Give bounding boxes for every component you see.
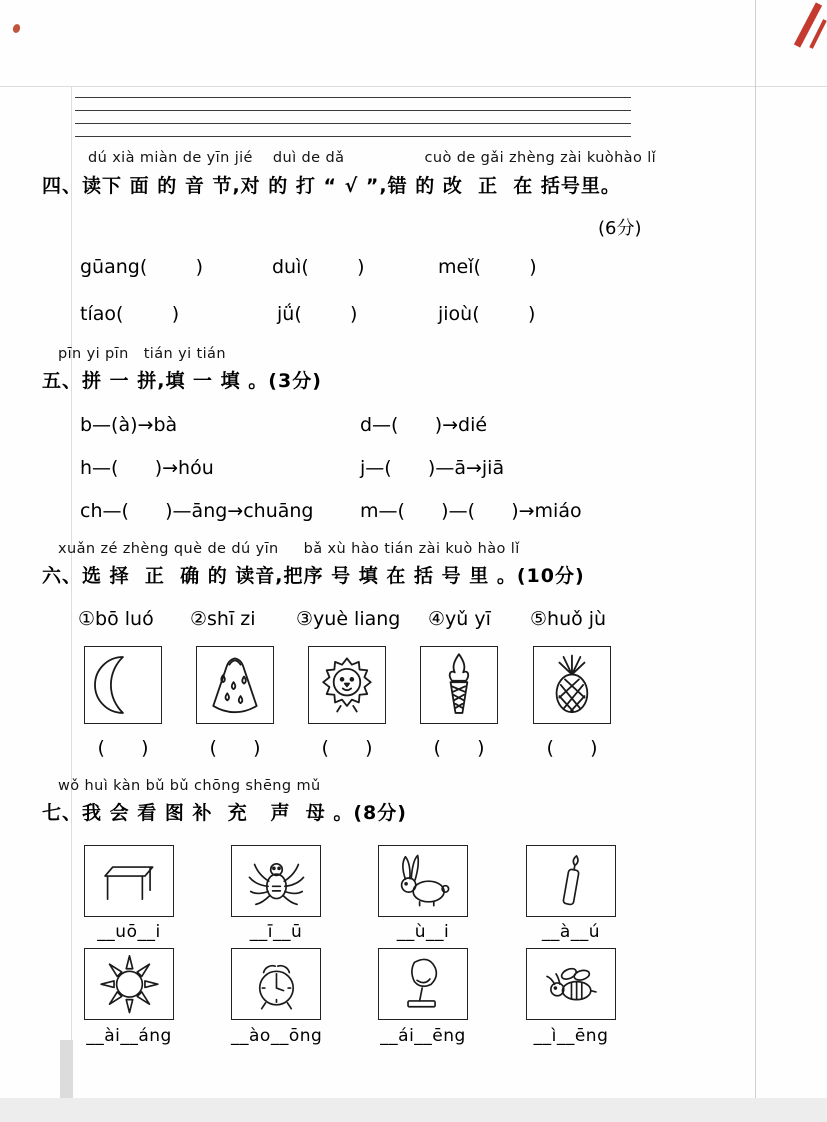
grid-line [75,97,631,98]
section4-score: (6分) [598,218,642,239]
blend-item[interactable]: h—( )→hóu [80,457,214,479]
picture-box-bee [526,948,616,1020]
torch-icon [424,650,494,720]
page-edge-left [71,86,72,1122]
table-icon [89,849,170,913]
blend-item[interactable]: j—( )—ā→jiā [360,457,505,479]
option-3: ③yuè liang [296,608,401,630]
initials-blank[interactable]: __ào__ōng [231,1026,323,1046]
syllable-item [277,303,357,325]
syllable-item [438,256,537,278]
answer-parens[interactable]: ( ) [97,737,149,759]
page-edge-right [755,0,756,1122]
syllable-item [80,256,203,278]
section7-heading: 七、我 会 看 图 补 充 声 母 。(8分) [42,802,407,824]
initials-blank[interactable]: __ù__i [396,922,450,942]
initials-blank[interactable]: __ài__áng [86,1026,172,1046]
option-4: ④yǔ yī [428,608,491,630]
answer-parens[interactable]: ( ) [321,737,373,759]
syllable-item [80,303,179,325]
syllable-label: duì [272,256,302,278]
picture-box-table [84,845,174,917]
rabbit-icon [383,849,464,913]
moon-icon [88,650,158,720]
answer-parens[interactable]: ( ) [116,303,180,325]
syllable-item [272,256,365,278]
pineapple-icon [537,650,607,720]
syllable-label: jioù [438,303,473,325]
sun-icon [89,952,170,1016]
section4-heading: 四、读下 面 的 音 节,对 的 打 “ √ ”,错 的 改 正 在 括号里。 [42,175,621,197]
initials-blank[interactable]: __ì__ēng [533,1026,609,1046]
blend-item[interactable]: ch—( )—āng→chuāng [80,500,314,522]
picture-box-spider [231,845,321,917]
initials-blank[interactable]: __à__ú [541,922,601,942]
answer-parens[interactable]: ( ) [546,737,598,759]
initials-blank[interactable]: __uō__i [97,922,161,942]
lion-icon [312,650,382,720]
option-1: ①bō luó [78,608,154,630]
picture-box-pineapple [533,646,611,724]
red-pen-mark [787,0,827,50]
picture-box-candle [526,845,616,917]
bee-icon [531,952,612,1016]
syllable-label: meǐ [438,256,474,278]
page-edge-top [0,86,827,87]
initials-blank[interactable]: __ī__ū [249,922,303,942]
picture-box-alarm-clock [231,948,321,1020]
raincoat-icon [200,650,270,720]
alarm-clock-icon [236,952,317,1016]
page-edge-bottom [0,1098,827,1122]
desk-lamp-icon [383,952,464,1016]
section5-pinyin: pīn yi pīn tián yi tián [58,346,226,362]
spider-icon [236,849,317,913]
answer-parens[interactable]: ( ) [294,303,358,325]
picture-box-moon [84,646,162,724]
section6-pinyin: xuǎn zé zhèng què de dú yīn bǎ xù hào tián zài kuò hào lǐ [58,541,520,557]
answer-parens[interactable]: ( ) [473,256,537,278]
picture-box-torch [420,646,498,724]
picture-box-desk-lamp [378,948,468,1020]
option-5: ⑤huǒ jù [530,608,607,630]
section4-pinyin: dú xià miàn de yīn jié duì de dǎ cuò de gǎi zhèng zài kuòhào lǐ [88,150,657,166]
pinyin-writing-grid[interactable] [75,97,631,137]
blend-item[interactable]: d—( )→dié [360,414,488,436]
candle-icon [531,849,612,913]
grid-line [75,136,631,137]
section6-heading: 六、选 择 正 确 的 读音,把序 号 填 在 括 号 里 。(10分) [42,565,585,587]
syllable-label: tíao [80,303,116,325]
answer-parens[interactable]: ( ) [472,303,536,325]
answer-parens[interactable]: ( ) [209,737,261,759]
blend-item[interactable]: b—(à)→bà [80,414,178,436]
red-dot-mark [12,23,22,34]
syllable-label: gūang [80,256,140,278]
grid-line [75,110,631,111]
option-2: ②shī zi [190,608,256,630]
blend-item[interactable]: m—( )—( )→miáo [360,500,582,522]
section5-heading: 五、拼 一 拼,填 一 填 。(3分) [42,370,322,392]
picture-box-sun [84,948,174,1020]
answer-parens[interactable]: ( ) [301,256,365,278]
answer-parens[interactable]: ( ) [139,256,204,278]
grid-line [75,123,631,124]
syllable-item [438,303,535,325]
syllable-label: jǘ [277,303,295,325]
picture-box-lion [308,646,386,724]
section7-pinyin: wǒ huì kàn bǔ bǔ chōng shēng mǔ [58,778,321,794]
picture-box-rabbit [378,845,468,917]
answer-parens[interactable]: ( ) [433,737,485,759]
picture-box-raincoat [196,646,274,724]
initials-blank[interactable]: __ái__ēng [380,1026,466,1046]
